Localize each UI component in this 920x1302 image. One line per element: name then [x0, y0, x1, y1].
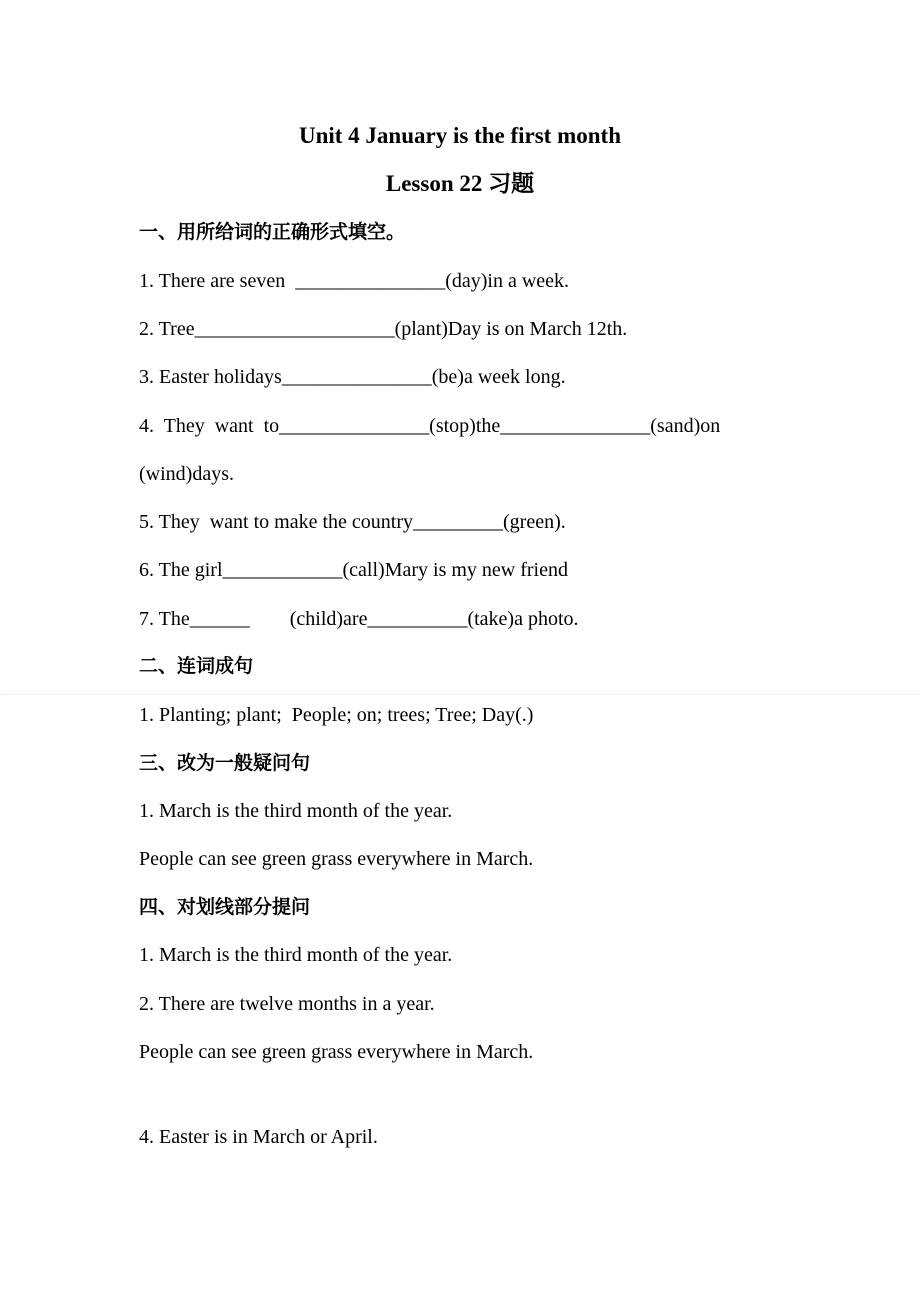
exercise-line: 1. Planting; plant; People; on; trees; Tree; Day(.) — [139, 704, 534, 726]
document-subtitle: Lesson 22 习题 — [385, 171, 535, 196]
document-title: Unit 4 January is the first month — [298, 123, 621, 148]
exercise-line: 1. There are seven _______________(day)in a week. — [139, 270, 570, 292]
section-heading: 三、改为一般疑问句 — [139, 752, 311, 774]
exercise-line: (wind)days. — [139, 463, 234, 485]
exercise-line: 3. Easter holidays_______________(be)a week long. — [139, 366, 566, 388]
exercise-line: 7. The______ (child)are__________(take)a photo. — [139, 608, 579, 630]
exercise-line: 5. They want to make the country_________(green). — [139, 511, 566, 533]
page-divider — [0, 694, 920, 695]
exercise-line: 2. Tree____________________(plant)Day is on March 12th. — [139, 318, 628, 340]
section-heading: 四、对划线部分提问 — [139, 896, 311, 918]
exercise-line: 2. There are twelve months in a year. — [139, 993, 435, 1015]
section-heading: 一、用所给词的正确形式填空。 — [139, 221, 406, 243]
section-heading: 二、连词成句 — [139, 655, 254, 677]
exercise-line: 1. March is the third month of the year. — [139, 800, 453, 822]
exercise-line: People can see green grass everywhere in March. — [139, 1041, 534, 1063]
exercise-line: 4. Easter is in March or April. — [139, 1126, 378, 1148]
exercise-line: 4. They want to_______________(stop)the_______________(sand)on — [139, 415, 721, 437]
exercise-line: People can see green grass everywhere in March. — [139, 848, 534, 870]
exercise-line: 6. The girl____________(call)Mary is my new friend — [139, 559, 568, 581]
exercise-line: 1. March is the third month of the year. — [139, 944, 453, 966]
